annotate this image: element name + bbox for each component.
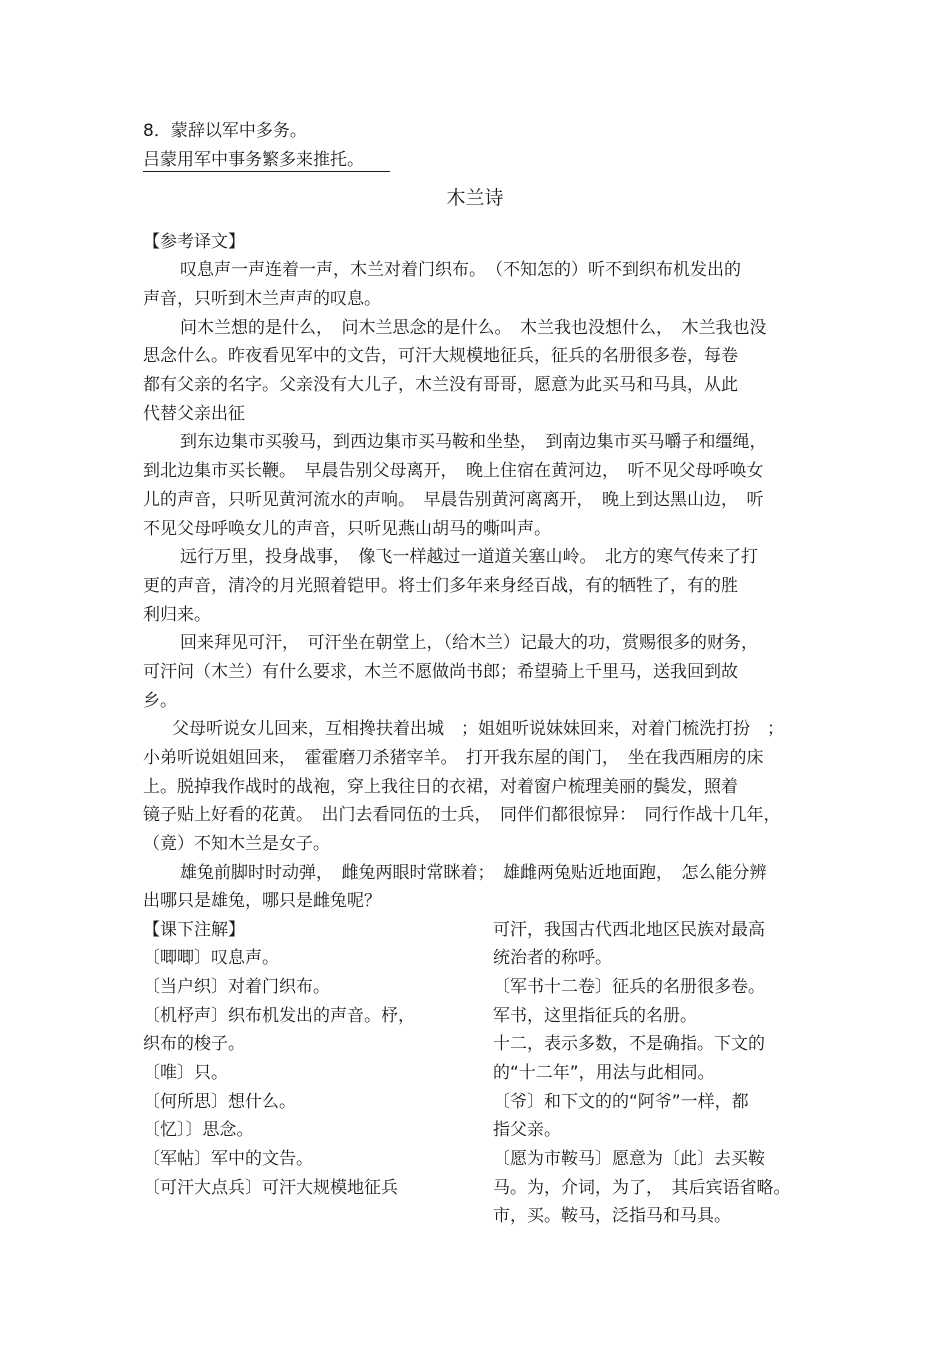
item-8-translation-underlined: 吕蒙用军中事务繁多来推托。 — [143, 150, 390, 172]
note-line: 市，买。鞍马，泛指马和马具。 — [493, 1206, 731, 1226]
translation-line: 小弟听说姐姐回来， 霍霍磨刀杀猪宰羊。 打开我东屋的闺门， 坐在我西厢房的床 — [143, 748, 764, 768]
translation-line: 上。脱掉我作战时的战袍，穿上我往日的衣裙，对着窗户梳理美丽的鬓发，照着 — [143, 777, 738, 797]
translation-line: 到东边集市买骏马，到西边集市买马鞍和坐垫， 到南边集市买马嚼子和缰绳， — [180, 432, 767, 452]
note-line: 〔当户织〕对着门织布。 — [143, 977, 330, 997]
note-line: 〔可汗大点兵〕可汗大规模地征兵 — [143, 1178, 398, 1198]
note-line: 〔忆〕〕思念。 — [143, 1120, 254, 1140]
note-line: 〔军帖〕军中的文告。 — [143, 1149, 313, 1169]
translation-line: 叹息声一声连着一声，木兰对着门织布。 （不知怎的）听不到织布机发出的 — [180, 260, 741, 280]
translation-line: 远行万里，投身战事， 像飞一样越过一道道关塞山岭。 北方的寒气传来了打 — [180, 547, 758, 567]
translation-line: 回来拜见可汗， 可汗坐在朝堂上，（给木兰）记最大的功，赏赐很多的财务， — [180, 633, 758, 653]
translation-line: 到北边集市买长鞭。 早晨告别父母离开， 晚上住宿在黄河边， 听不见父母呼唤女 — [143, 461, 764, 481]
translation-line: 思念什么。昨夜看见军中的文告，可汗大规模地征兵，征兵的名册很多卷，每卷 — [143, 346, 738, 366]
item-8-translation — [143, 149, 390, 171]
translation-line: 声音，只听到木兰声声的叹息。 — [143, 289, 381, 309]
translation-heading: 【参考译文】 — [143, 232, 245, 252]
note-line: 〔爷〕和下文的的“阿爷”一样，都 — [493, 1092, 749, 1112]
note-line: 〔机杼声〕织布机发出的声音。杼， — [143, 1006, 415, 1026]
translation-line: （竟）不知木兰是女子。 — [143, 834, 330, 854]
translation-line: 问木兰想的是什么， 问木兰思念的是什么。 木兰我也没想什么， 木兰我也没 — [180, 318, 767, 338]
note-line: 统治者的称呼。 — [493, 948, 612, 968]
translation-line: 可汗问（木兰）有什么要求，木兰不愿做尚书郎；希望骑上千里马，送我回到故 — [143, 662, 738, 682]
translation-line: 都有父亲的名字。父亲没有大儿子，木兰没有哥哥，愿意为此买马和马具，从此 — [143, 375, 738, 395]
translation-line: 出哪只是雄兔，哪只是雌兔呢？ — [143, 891, 381, 911]
translation-line: 利归来。 — [143, 605, 211, 625]
note-line: 〔唧唧〕叹息声。 — [143, 948, 279, 968]
item-8-text: 8．蒙辞以军中多务。 — [143, 121, 307, 141]
translation-line: 代替父亲出征 — [143, 404, 245, 424]
note-line: 军书，这里指征兵的名册。 — [493, 1006, 697, 1026]
note-line: 〔愿为市鞍马〕愿意为〔此〕去买鞍 — [493, 1149, 765, 1169]
note-line: 马。为，介词，为了， 其后宾语省略。 — [493, 1178, 791, 1198]
note-line: 指父亲。 — [493, 1120, 561, 1140]
note-line: 可汗，我国古代西北地区民族对最高 — [493, 920, 765, 940]
translation-line: 父母听说女儿回来，互相搀扶着出城 ；姐姐听说妹妹回来，对着门梳洗打扮 ； — [172, 719, 784, 739]
translation-line: 乡。 — [143, 691, 177, 711]
note-line: 〔唯〕只。 — [143, 1063, 228, 1083]
translation-line: 更的声音，清冷的月光照着铠甲。将士们多年来身经百战，有的牺牲了，有的胜 — [143, 576, 738, 596]
note-line: 〔何所思〕想什么。 — [143, 1092, 296, 1112]
poem-title: 木兰诗 — [446, 187, 504, 209]
note-line: 织布的梭子。 — [143, 1034, 245, 1054]
translation-line: 儿的声音，只听见黄河流水的声响。 早晨告别黄河离离开， 晚上到达黑山边， 听 — [143, 490, 764, 510]
note-line: 的“十二年”，用法与此相同。 — [493, 1063, 715, 1083]
translation-line: 雄兔前脚时时动弹， 雌兔两眼时常眯着； 雄雌两兔贴近地面跑， 怎么能分辨 — [180, 863, 767, 883]
notes-heading: 【课下注解】 — [143, 920, 245, 940]
translation-line: 不见父母呼唤女儿的声音，只听见燕山胡马的嘶叫声。 — [143, 519, 551, 539]
note-line: 〔军书十二卷〕征兵的名册很多卷。 — [493, 977, 765, 997]
translation-line: 镜子贴上好看的花黄。 出门去看同伍的士兵， 同伴们都很惊异： 同行作战十几年， — [143, 805, 781, 825]
note-line: 十二，表示多数，不是确指。下文的 — [493, 1034, 765, 1054]
